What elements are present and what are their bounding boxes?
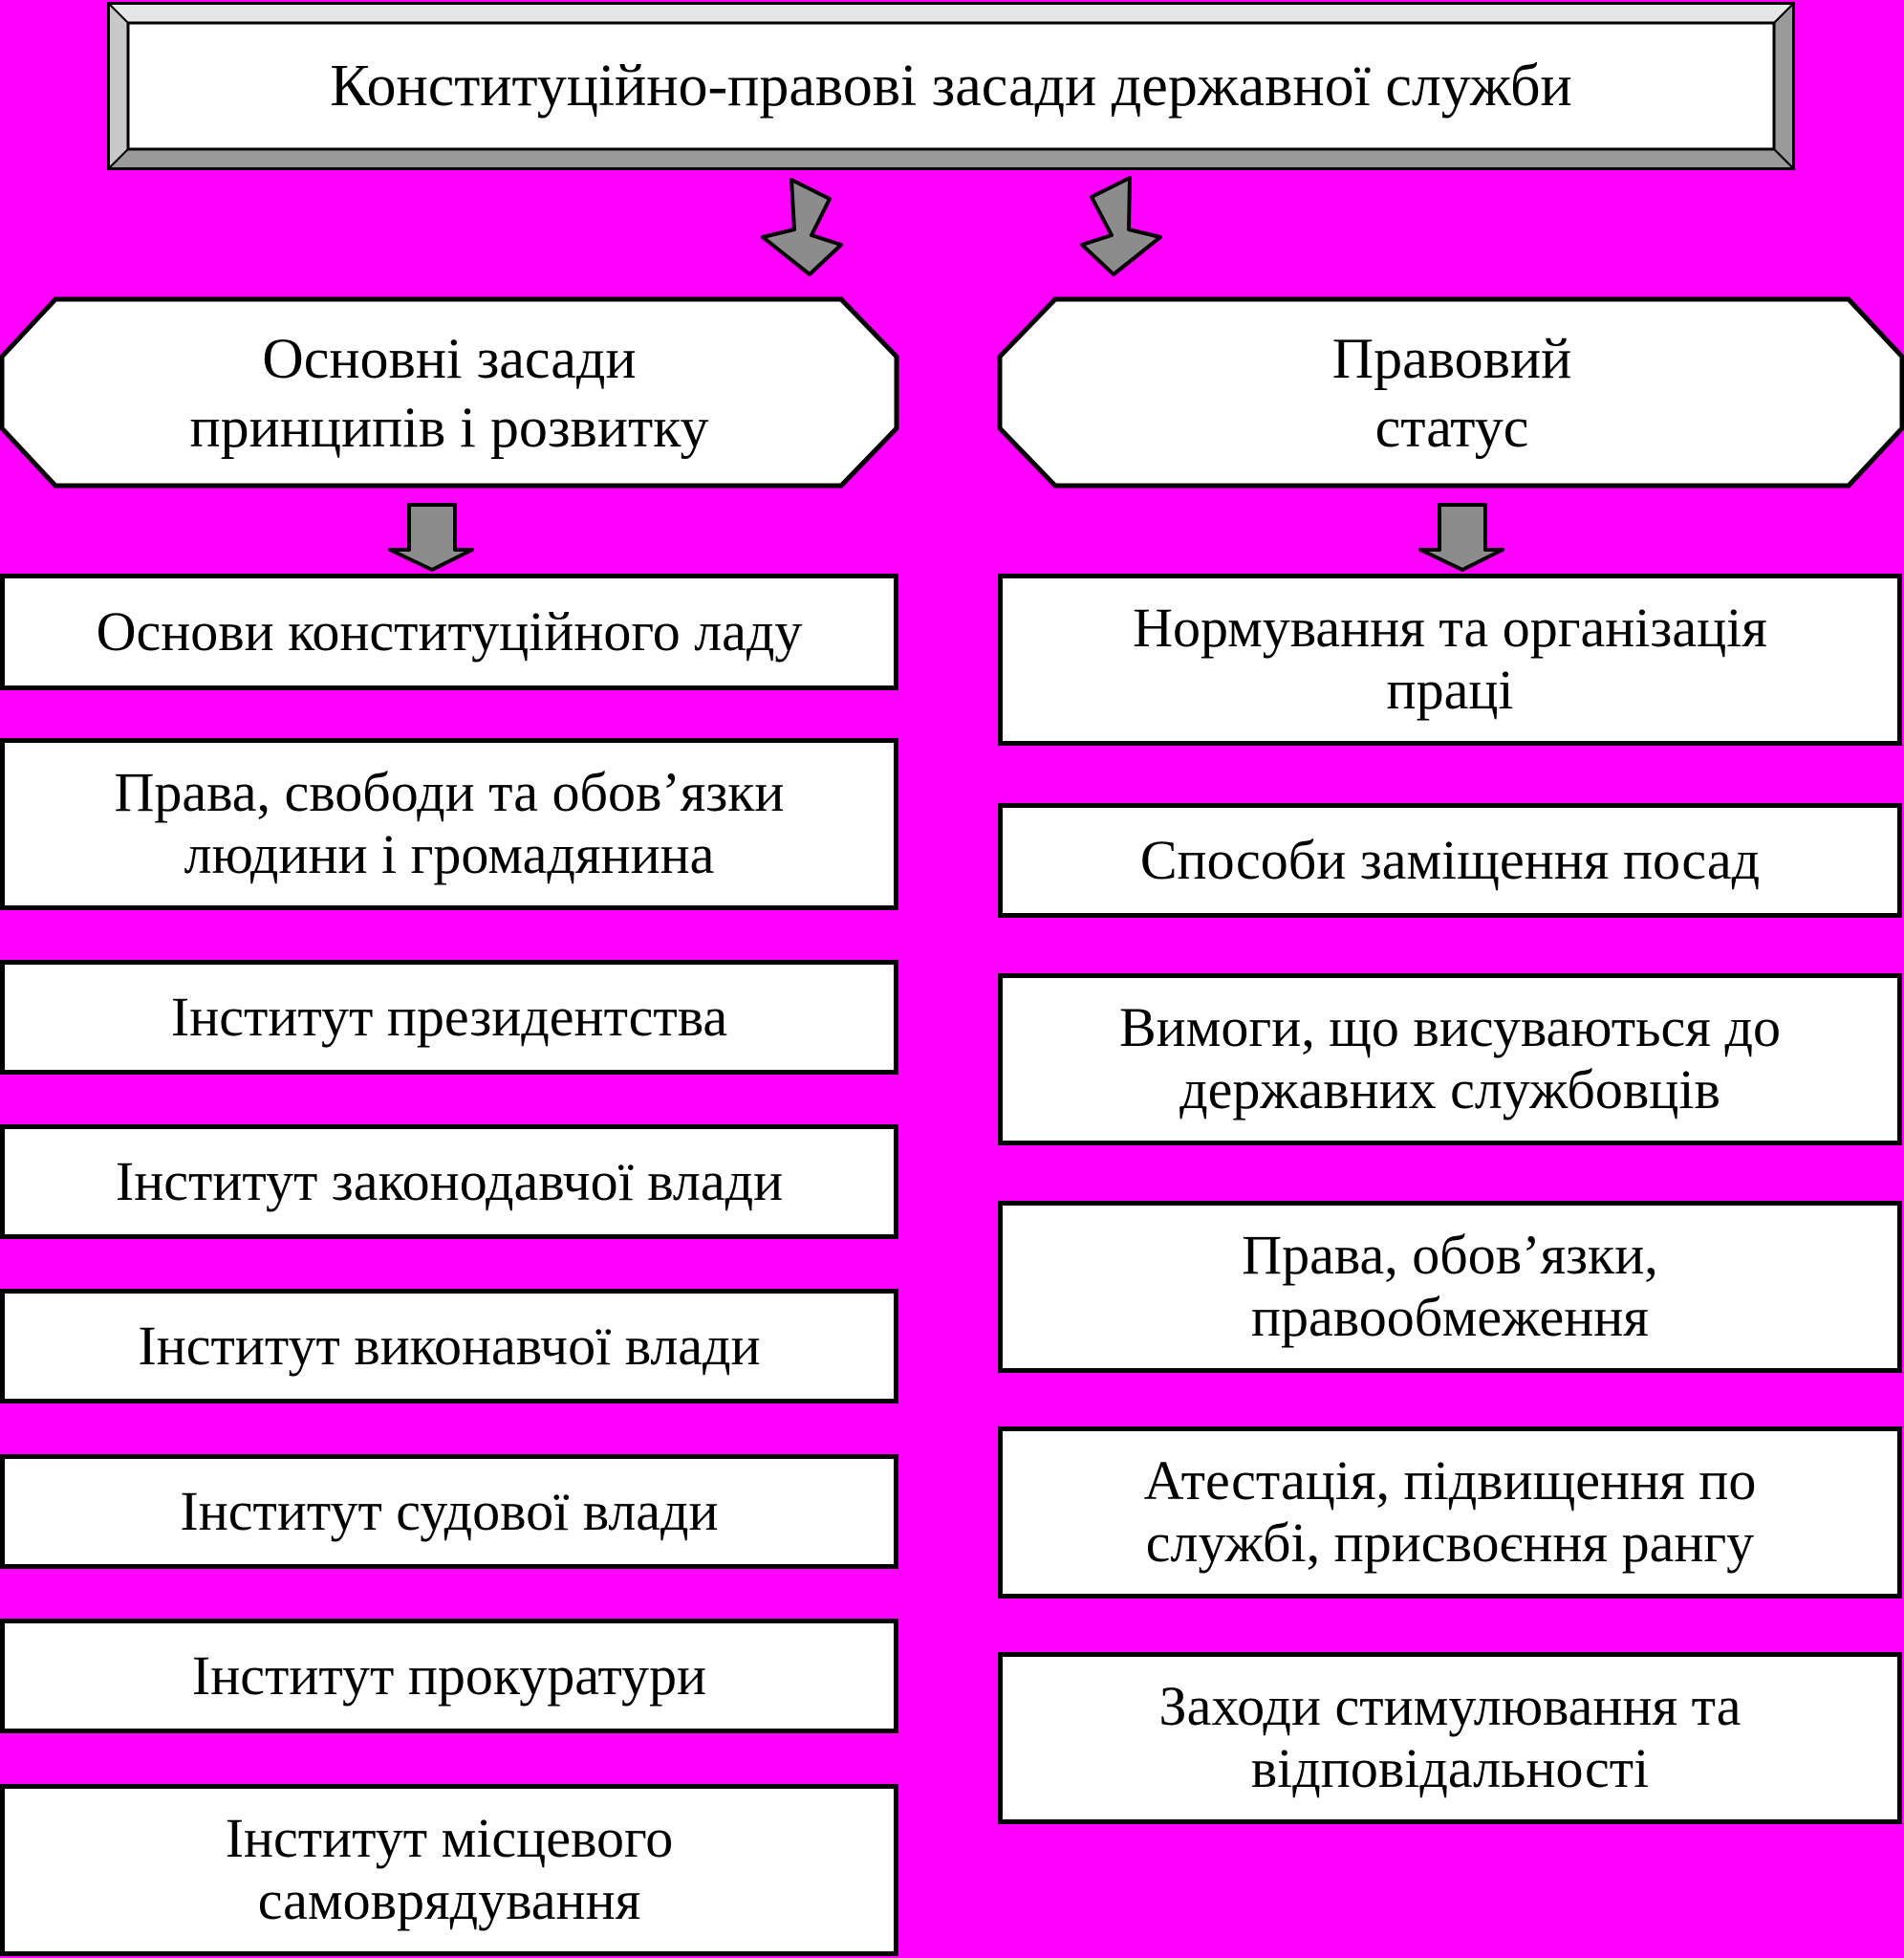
item-line: праці — [1386, 659, 1514, 721]
arrow-down-right-icon — [1082, 178, 1160, 274]
heading-left-line: Основні засади — [262, 326, 637, 390]
left-item-legislative — [0, 1124, 898, 1239]
right-item-labor-organization — [998, 574, 1902, 746]
arrow-down-left-icon — [763, 180, 841, 274]
heading-right-line: Правовий — [1331, 326, 1572, 390]
diagram-title: Конституційно-правові засади державної служби — [330, 53, 1572, 119]
item-line: Інститут прокуратури — [191, 1643, 707, 1707]
right-item-incentives — [998, 1652, 1902, 1824]
item-line: Нормування та організація — [1133, 597, 1767, 660]
item-line: Інститут судової влади — [180, 1479, 719, 1542]
heading-left — [57, 304, 841, 481]
item-line: Інститут президентства — [170, 985, 728, 1048]
item-line: Інститут законодавчої влади — [115, 1149, 784, 1212]
heading-left-line: принципів і розвитку — [189, 395, 709, 459]
item-line: Інститут виконавчої влади — [138, 1314, 761, 1377]
item-line: державних службовців — [1179, 1058, 1720, 1120]
heading-right-line: статус — [1374, 395, 1529, 459]
item-line: Заходи стимулювання та — [1158, 1675, 1742, 1738]
item-line: Основи конституційного ладу — [96, 599, 803, 663]
left-item-executive — [0, 1289, 898, 1403]
item-line: Способи заміщення посад — [1139, 828, 1761, 891]
heading-right — [1055, 304, 1849, 481]
left-item-rights-freedoms — [0, 738, 898, 910]
item-line: Інститут місцевого — [225, 1807, 674, 1870]
left-item-judicial — [0, 1454, 898, 1569]
item-line: службі, присвоєння рангу — [1145, 1512, 1755, 1574]
item-line: людини і громадянина — [184, 823, 715, 885]
left-item-local-government — [0, 1784, 898, 1956]
right-item-rights-duties — [998, 1201, 1902, 1373]
item-line: самоврядування — [257, 1869, 641, 1931]
arrow-down-icon — [390, 505, 472, 570]
item-line: правообмеження — [1251, 1286, 1649, 1348]
right-item-filling-positions — [998, 803, 1902, 918]
item-line: Права, свободи та обов’язки — [114, 761, 785, 824]
left-item-constitutional-order — [0, 574, 898, 690]
right-item-attestation — [998, 1426, 1902, 1599]
left-item-presidency — [0, 960, 898, 1075]
left-item-prosecution — [0, 1619, 898, 1733]
item-line: відповідальності — [1250, 1737, 1650, 1799]
right-item-requirements — [998, 973, 1902, 1145]
item-line: Вимоги, що висуваються до — [1119, 996, 1781, 1059]
item-line: Права, обов’язки, — [1242, 1224, 1658, 1287]
item-line: Атестація, підвищення по — [1143, 1449, 1757, 1512]
arrow-down-icon — [1420, 505, 1503, 570]
